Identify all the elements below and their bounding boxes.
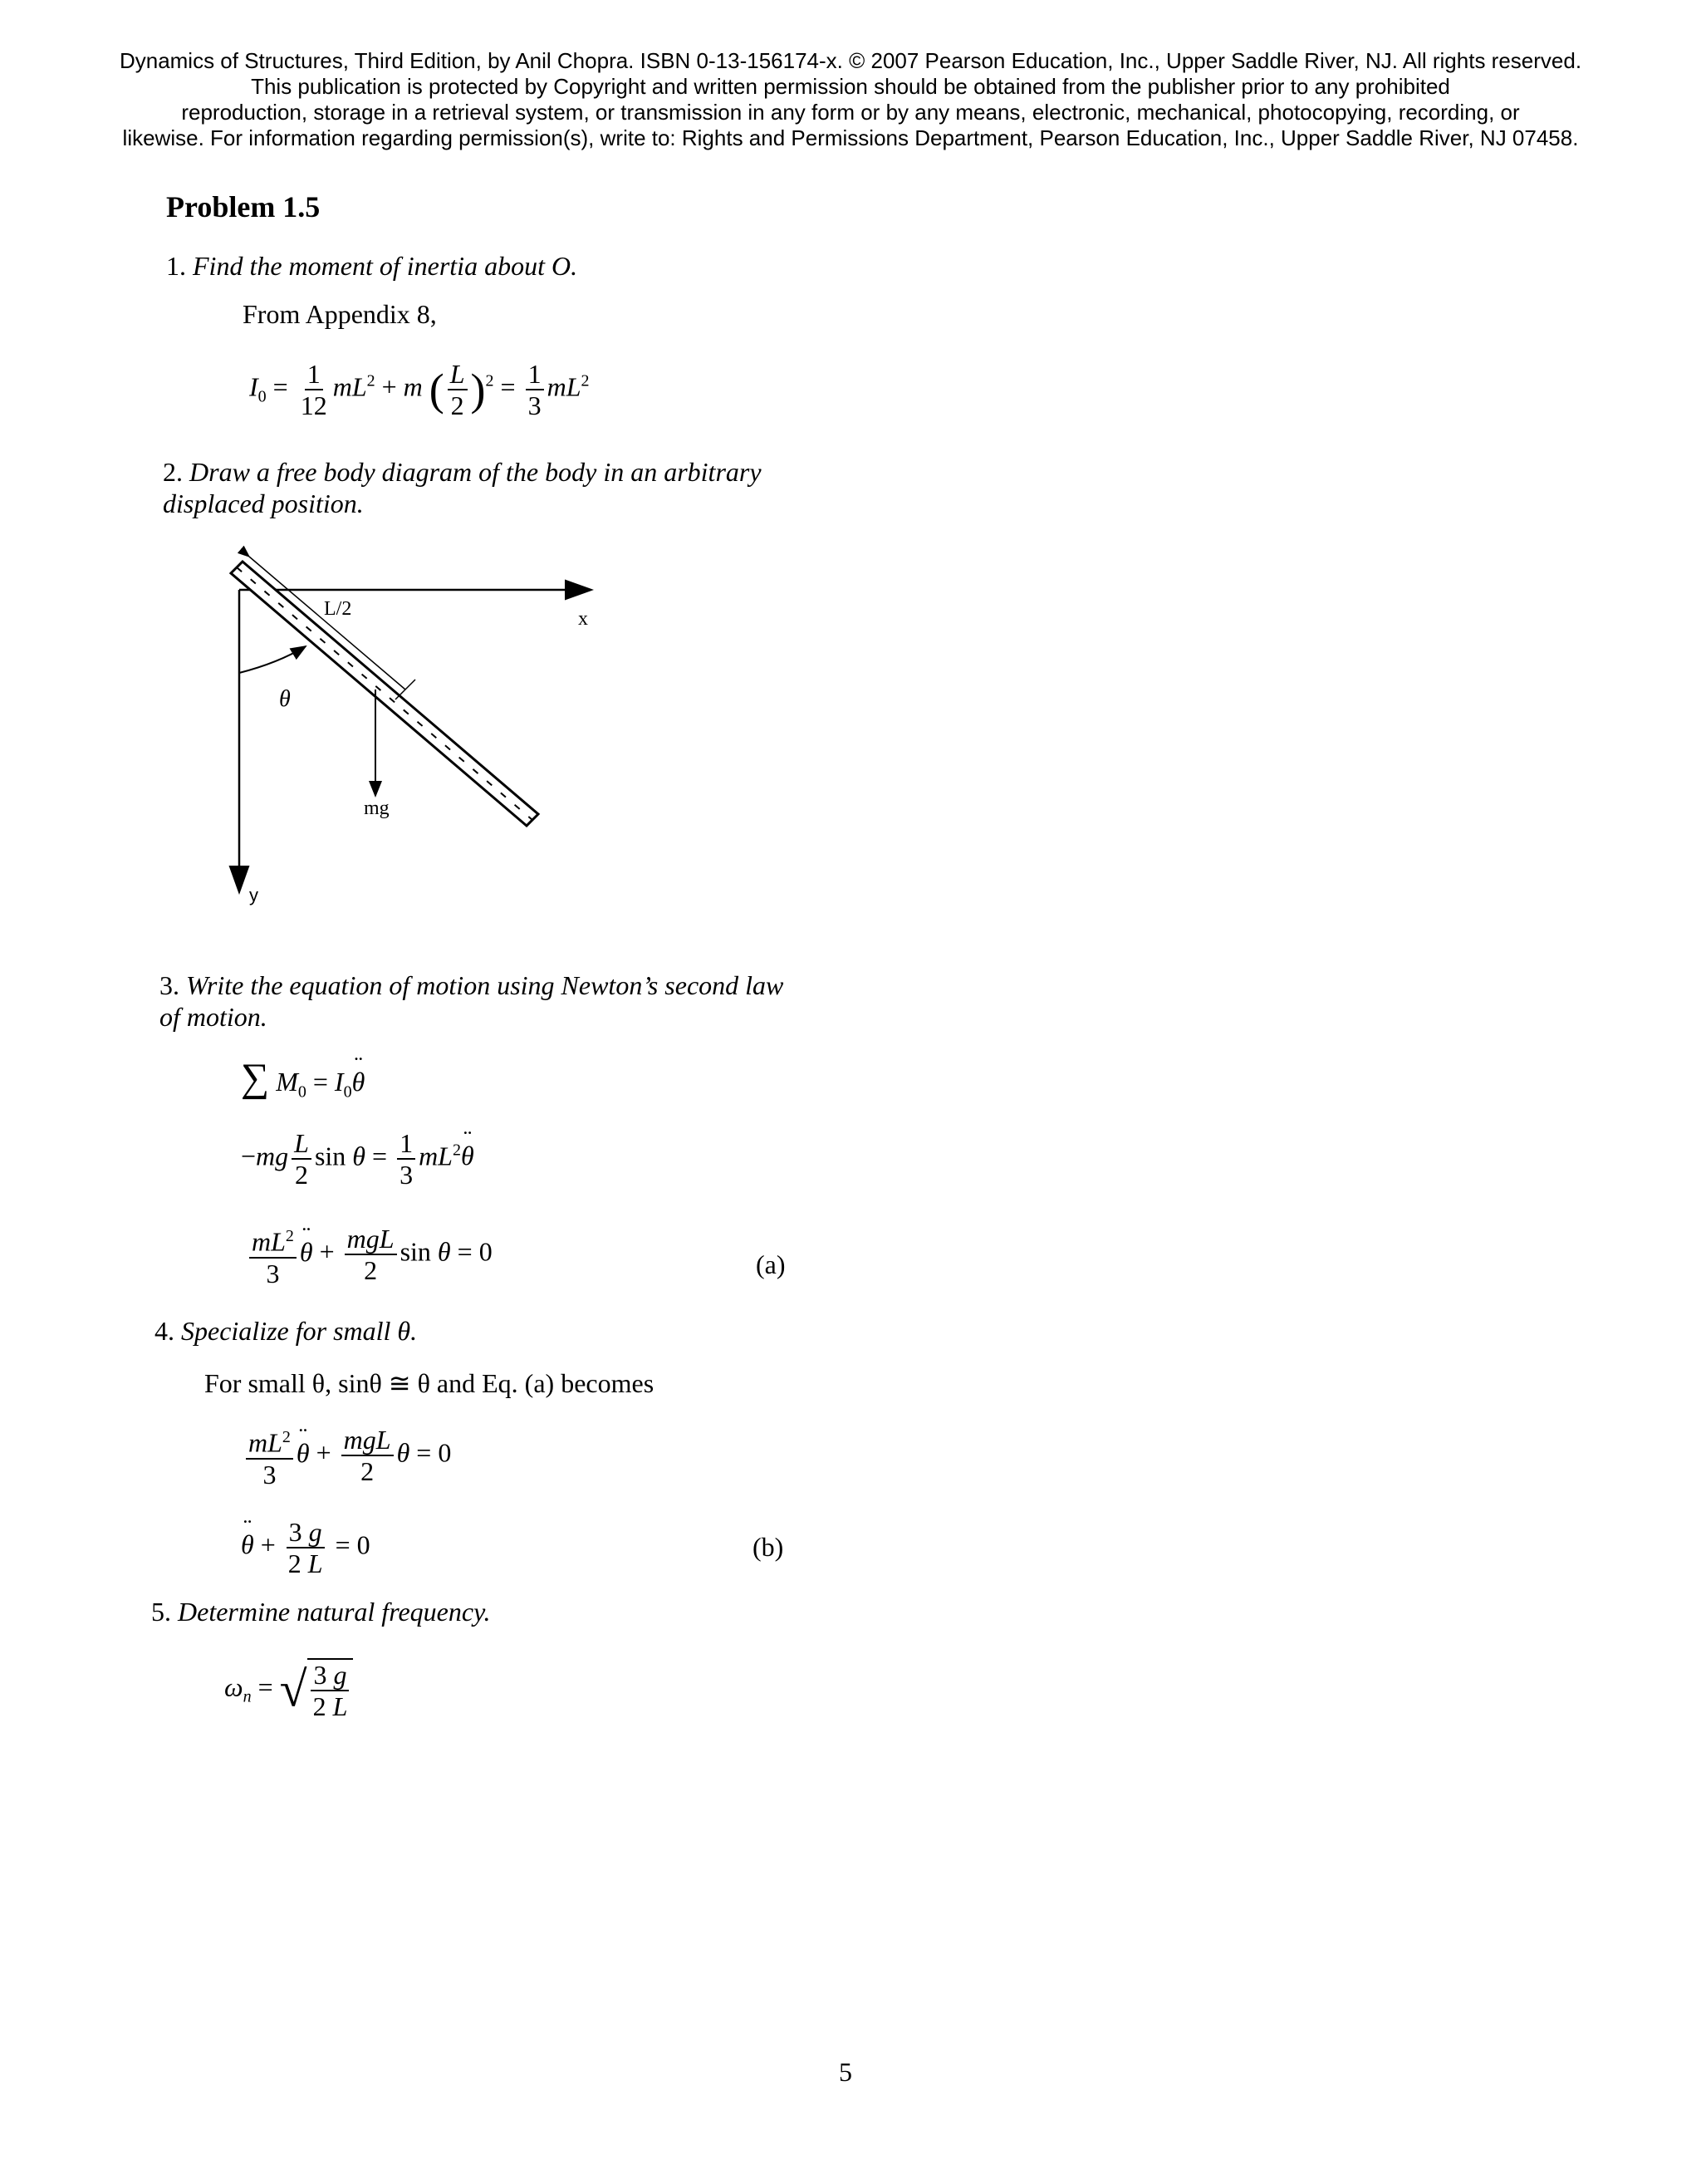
step-1-text: Find the moment of inertia about O. bbox=[193, 251, 578, 281]
step-4-body: For small θ, sinθ ≅ θ and Eq. (a) becomes bbox=[204, 1368, 654, 1398]
label-theta: θ bbox=[279, 686, 291, 712]
moment-sum-equation: ∑ $M_0$ = $I_0¨$ θ bbox=[241, 1055, 365, 1102]
step-2-text-line2: displaced position. bbox=[163, 488, 364, 518]
theta-arc bbox=[239, 646, 306, 673]
small-angle-equation: $\frac{mL^2}{3}$ ¨ θ + $\frac{\text{mgL}}{2}$ θ = 0 bbox=[243, 1422, 451, 1490]
page-number: 5 bbox=[839, 2057, 852, 2087]
label-half-length: L/2 bbox=[324, 598, 352, 620]
label-weight: mg bbox=[364, 798, 390, 819]
dimension-line bbox=[249, 557, 405, 690]
header-line-1: Dynamics of Structures, Third Edition, by Anil Chopra. ISBN 0-13-156174-x. © 2007 Pearson Education, Inc., Upper Saddle River, NJ. All rights reserved. bbox=[119, 48, 1582, 73]
step-1-body: From Appendix 8, bbox=[243, 299, 437, 329]
header-line-3: reproduction, storage in a retrieval system, or transmission in any form or by any means, electronic, mechanical, photocopying, recording, or bbox=[181, 100, 1520, 125]
natural-frequency-equation: $\omega_n$ = √ $\frac{3 g}{2 L}$ bbox=[224, 1658, 353, 1721]
equation-b: ¨ θ + $\frac{3 g}{2 L}$ = 0 bbox=[241, 1517, 370, 1578]
header-line-4: likewise. For information regarding permission(s), write to: Rights and Permissions Department, Pearson Education, Inc., Upper Saddle River, NJ 07458. bbox=[122, 125, 1579, 150]
step-3-heading bbox=[159, 970, 783, 1001]
step-2-number: 2. bbox=[163, 457, 183, 487]
step-4-heading bbox=[154, 1316, 417, 1347]
label-y: y bbox=[249, 885, 258, 906]
equation-a: $\frac{mL^2}{3}$ ¨ θ + $\frac{\text{mgL}}{2}$ sin θ = 0 bbox=[246, 1221, 493, 1288]
equation-of-motion-expanded: −mg $\frac{L}{2}$ sin θ = $\frac{1}{3}$ $mL^2¨$ θ bbox=[241, 1128, 474, 1190]
equation-a-label: (a) bbox=[756, 1249, 786, 1279]
step-4-number: 4. bbox=[154, 1316, 174, 1346]
rigid-bar bbox=[231, 562, 538, 826]
step-5-heading bbox=[151, 1597, 491, 1627]
step-1-number: 1. bbox=[166, 251, 186, 281]
step-2-heading bbox=[163, 457, 762, 488]
step-5-number: 5. bbox=[151, 1597, 171, 1627]
step-1-heading bbox=[166, 251, 577, 282]
step-3-text: Write the equation of motion using Newton’s second law bbox=[186, 970, 784, 1000]
step-3-text-line2: of motion. bbox=[159, 1002, 267, 1032]
moment-of-inertia-equation: $I_0$ = $\frac{1}{12}$ $mL^2 + m$ ( $\frac{L}{2}$ )$^2$ = $\frac{1}{3}$ $mL^2$ bbox=[249, 359, 590, 420]
problem-title: Problem 1.5 bbox=[166, 190, 321, 223]
label-x: x bbox=[578, 608, 588, 630]
step-3-number: 3. bbox=[159, 970, 179, 1000]
step-5-text: Determine natural frequency. bbox=[178, 1597, 491, 1627]
step-4-text: Specialize for small θ. bbox=[181, 1316, 418, 1346]
step-2-text: Draw a free body diagram of the body in an arbitrary bbox=[189, 457, 762, 487]
copyright-header bbox=[50, 48, 1651, 151]
equation-b-label: (b) bbox=[752, 1532, 784, 1562]
header-line-2: This publication is protected by Copyright and written permission should be obtained from the publisher prior to any prohibited bbox=[251, 74, 1450, 99]
free-body-diagram bbox=[199, 532, 631, 914]
